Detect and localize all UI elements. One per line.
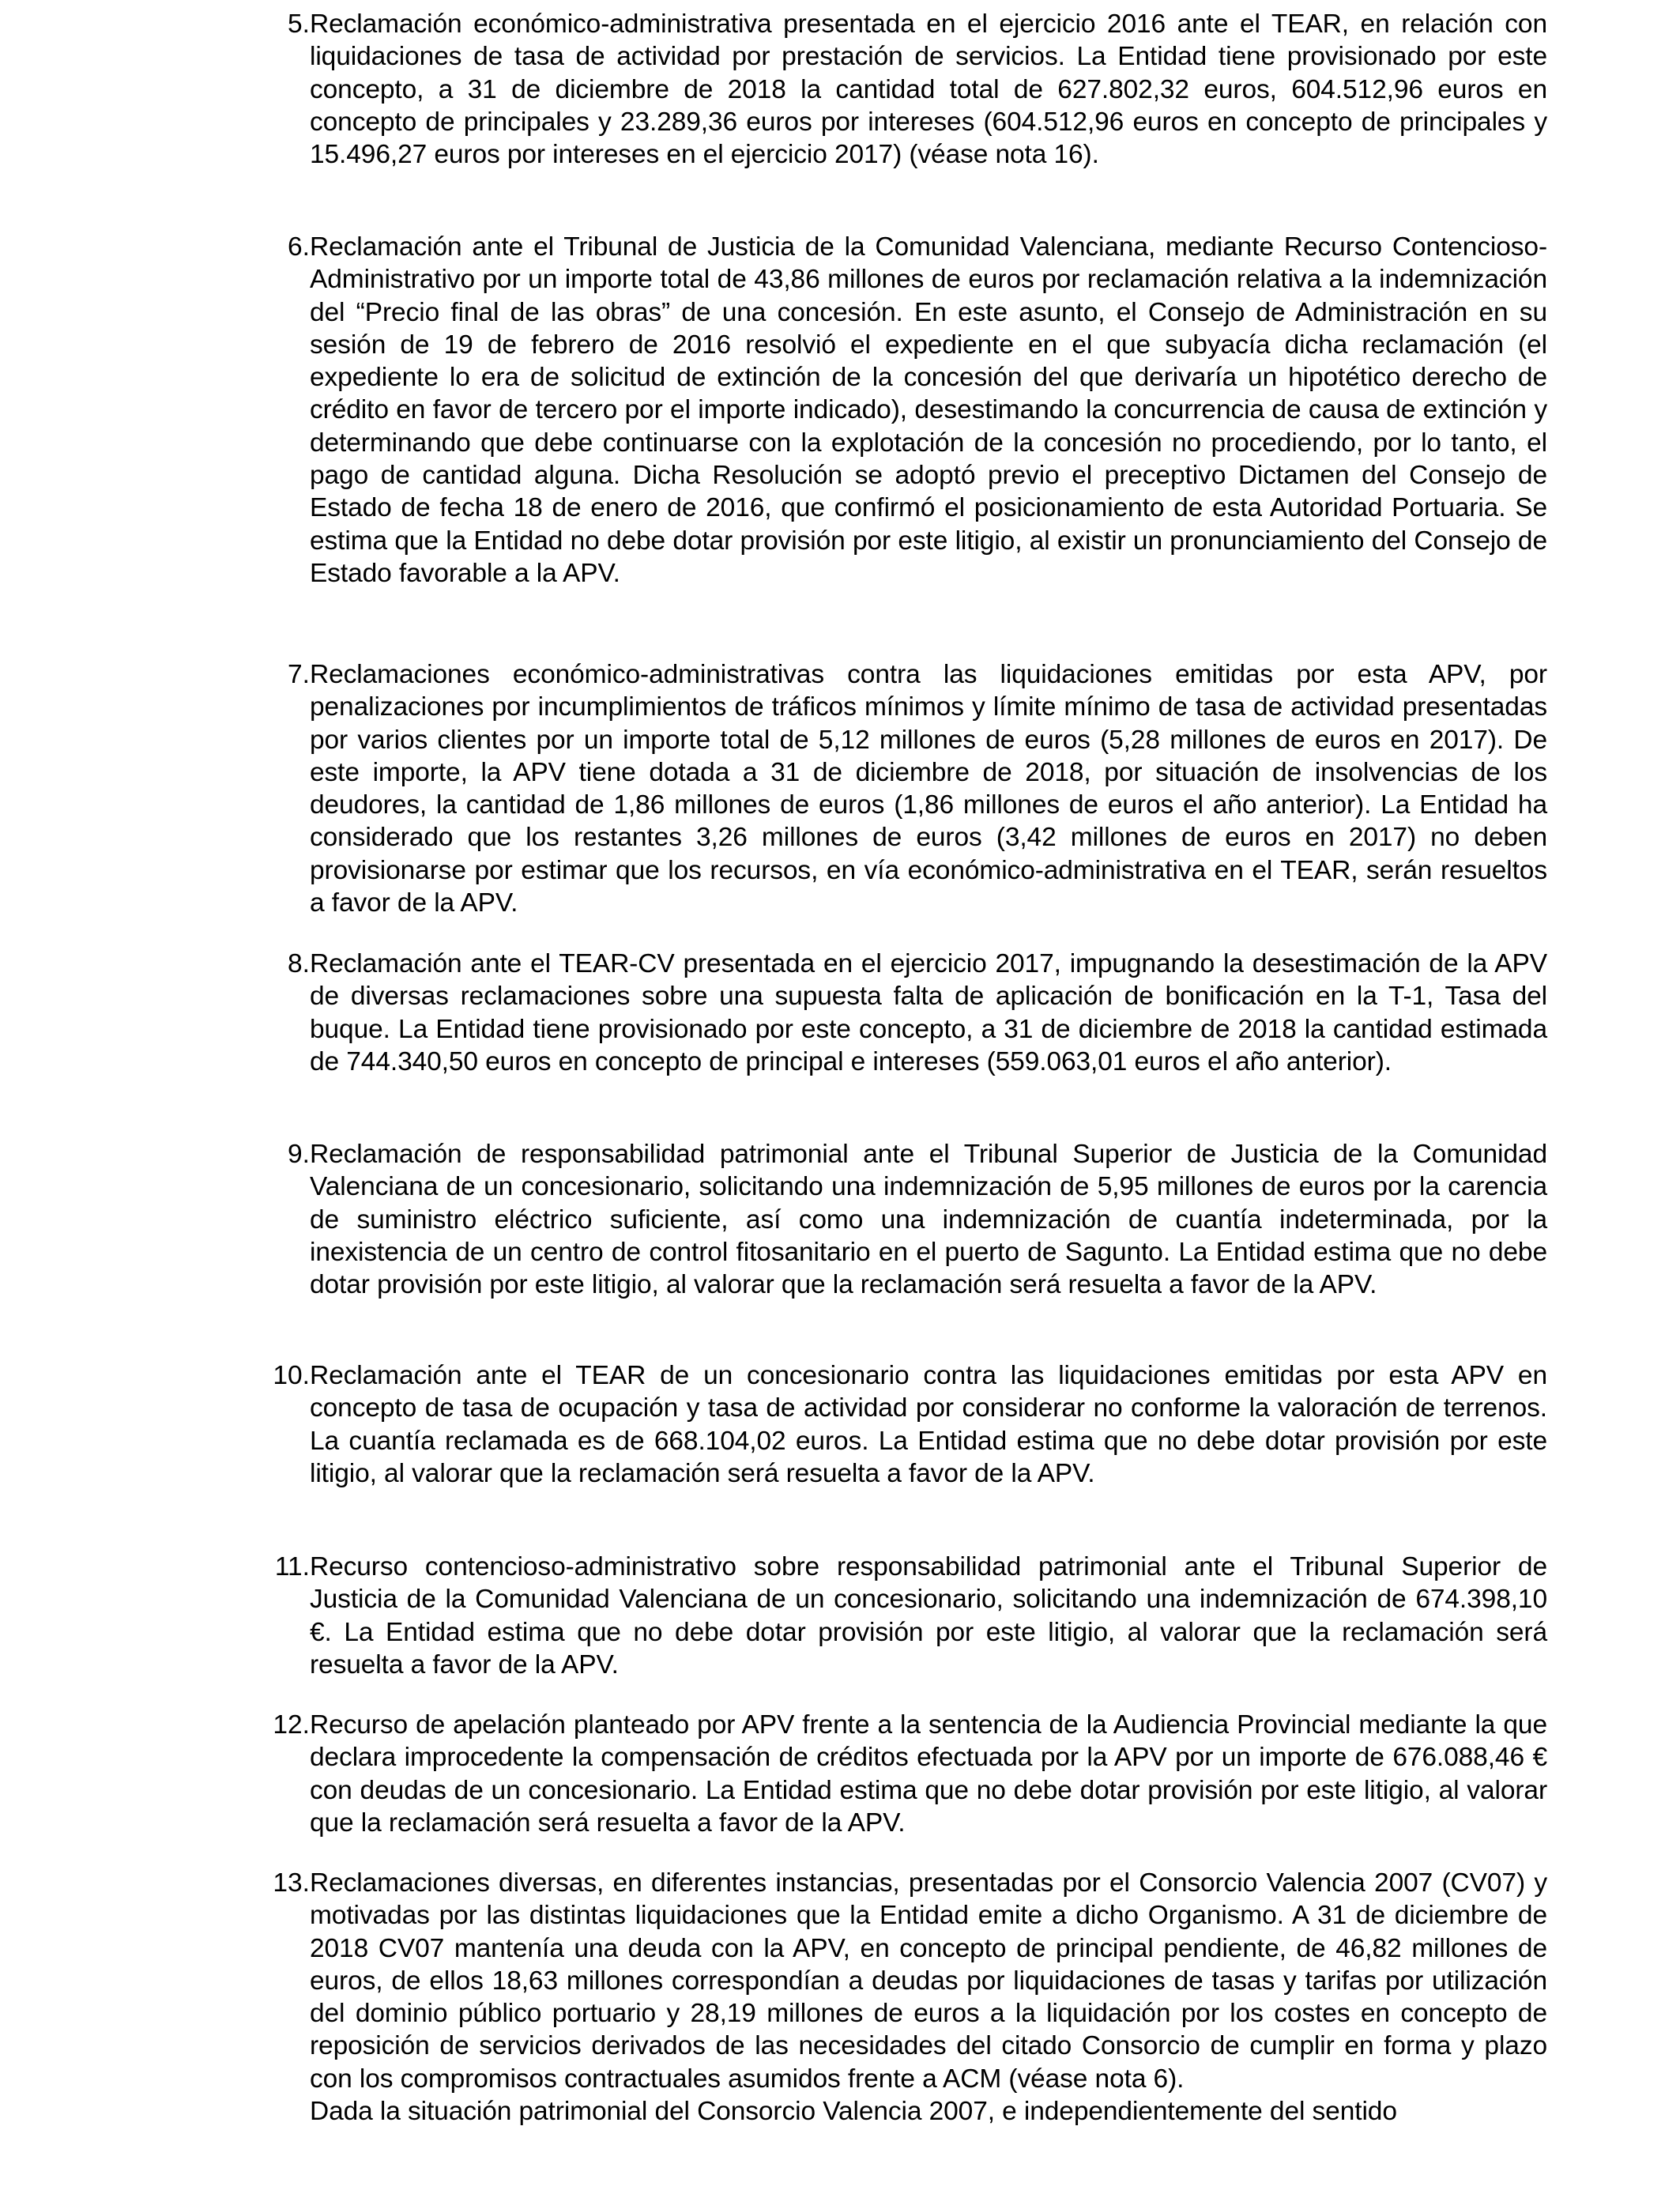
item-paragraph: Reclamación económico-administrativa presentada en el ejercicio 2016 ante el TEAR, en relación con liquidaciones de tasa de actividad por prestación de servicios. La Entidad tiene provisionado por este concepto, a 31 de diciembre de 2018 la cantidad total de 627.802,32 euros, 604.512,96 euros en concepto de principales y 23.289,36 euros por intereses (604.512,96 euros en concepto de principales y 15.496,27 euros por intereses en el ejercicio 2017) (véase nota 16). bbox=[310, 9, 1547, 170]
item-body bbox=[310, 948, 1547, 1078]
item-paragraph: Reclamación de responsabilidad patrimonial ante el Tribunal Superior de Justicia de la Comunidad Valenciana de un concesionario, solicitando una indemnización de 5,95 millones de euros por la carencia de suministro eléctrico suficiente, así como una indemnización de cuantía indeterminada, por la inexistencia de un centro de control fitosanitario en el puerto de Sagunto. La Entidad estima que no debe dotar provisión por este litigio, al valorar que la reclamación será resuelta a favor de la APV. bbox=[310, 1140, 1547, 1300]
item-paragraph: Reclamación ante el Tribunal de Justicia de la Comunidad Valenciana, mediante Recurso Contencioso-Administrativo por un importe total de 43,86 millones de euros por reclamación relativa a la indemnización del “Precio final de las obras” de una concesión. En este asunto, el Consejo de Administración en su sesión de 19 de febrero de 2016 resolvió el expediente en el que subyacía dicha reclamación (el expediente lo era de solicitud de extinción de la concesión del que derivaría un hipotético derecho de crédito en favor de tercero por el importe indicado), desestimando la concurrencia de causa de extinción y determinando que debe continuarse con la explotación de la concesión no procediendo, por lo tanto, el pago de cantidad alguna. Dicha Resolución se adoptó previo el preceptivo Dictamen del Consejo de Estado de fecha 18 de enero de 2016, que confirmó el posicionamiento de esta Autoridad Portuaria. Se estima que la Entidad no debe dotar provisión por este litigio, al existir un pronunciamiento del Consejo de Estado favorable a la APV. bbox=[310, 232, 1547, 588]
item-body bbox=[310, 1551, 1547, 1681]
item-number: 5. bbox=[288, 9, 310, 39]
item-body bbox=[310, 1359, 1547, 1490]
item-paragraph: Recurso contencioso-administrativo sobre responsabilidad patrimonial ante el Tribunal Superior de Justicia de la Comunidad Valenciana de un concesionario, solicitando una indemnización de 674.398,10 €. La Entidad estima que no debe dotar provisión por este litigio, al valorar que la reclamación será resuelta a favor de la APV. bbox=[310, 1552, 1547, 1679]
item-body bbox=[310, 8, 1547, 171]
item-body bbox=[310, 1867, 1547, 2128]
item-body bbox=[310, 1709, 1547, 1839]
item-body bbox=[310, 1138, 1547, 1301]
item-paragraph: Reclamaciones diversas, en diferentes instancias, presentadas por el Consorcio Valencia 2007 (CV07) y motivadas por las distintas liquidaciones que la Entidad emite a dicho Organismo. A 31 de diciembre de 2018 CV07 mantenía una deuda con la APV, en concepto de principal pendiente, de 46,82 millones de euros, de ellos 18,63 millones correspondían a deudas por liquidaciones de tasas y tarifas por utilización del dominio público portuario y 28,19 millones de euros a la liquidación por los costes en concepto de reposición de servicios derivados de las necesidades del citado Consorcio de cumplir en forma y plazo con los compromisos contractuales asumidos frente a ACM (véase nota 6). bbox=[310, 1868, 1547, 2094]
item-paragraph: Reclamaciones económico-administrativas contra las liquidaciones emitidas por esta APV, por penalizaciones por incumplimientos de tráficos mínimos y límite mínimo de tasa de actividad presentadas por varios clientes por un importe total de 5,12 millones de euros (5,28 millones de euros en 2017). De este importe, la APV tiene dotada a 31 de diciembre de 2018, por situación de insolvencias de los deudores, la cantidad de 1,86 millones de euros (1,86 millones de euros el año anterior). La Entidad ha considerado que los restantes 3,26 millones de euros (3,42 millones de euros en 2017) no deben provisionarse por estimar que los recursos, en vía económico-administrativa en el TEAR, serán resueltos a favor de la APV. bbox=[310, 660, 1547, 918]
item-number: 11. bbox=[274, 1552, 310, 1581]
item-paragraph: Reclamación ante el TEAR-CV presentada en el ejercicio 2017, impugnando la desestimación de la APV de diversas reclamaciones sobre una supuesta falta de aplicación de bonificación en la T-1, Tasa del buque. La Entidad tiene provisionado por este concepto, a 31 de diciembre de 2018 la cantidad estimada de 744.340,50 euros en concepto de principal e intereses (559.063,01 euros el año anterior). bbox=[310, 949, 1547, 1076]
item-number: 10. bbox=[273, 1361, 310, 1390]
item-continuation-paragraph: Dada la situación patrimonial del Consorcio Valencia 2007, e independientemente del sentido bbox=[310, 2097, 1397, 2127]
item-number: 7. bbox=[288, 660, 310, 689]
item-number: 9. bbox=[288, 1140, 310, 1169]
item-number: 8. bbox=[288, 949, 310, 978]
item-number: 12. bbox=[273, 1710, 310, 1740]
item-number: 13. bbox=[273, 1868, 310, 1898]
item-body bbox=[310, 231, 1547, 590]
item-number: 6. bbox=[288, 232, 310, 262]
item-paragraph: Reclamación ante el TEAR de un concesionario contra las liquidaciones emitidas por esta APV en concepto de tasa de ocupación y tasa de actividad por considerar no conforme la valoración de terrenos. La cuantía reclamada es de 668.104,02 euros. La Entidad estima que no debe dotar provisión por este litigio, al valorar que la reclamación será resuelta a favor de la APV. bbox=[310, 1361, 1547, 1488]
item-paragraph: Recurso de apelación planteado por APV frente a la sentencia de la Audiencia Provincial mediante la que declara improcedente la compensación de créditos efectuada por la APV por un importe de 676.088,46 € con deudas de un concesionario. La Entidad estima que no debe dotar provisión por este litigio, al valorar que la reclamación será resuelta a favor de la APV. bbox=[310, 1710, 1547, 1838]
item-body bbox=[310, 658, 1547, 919]
